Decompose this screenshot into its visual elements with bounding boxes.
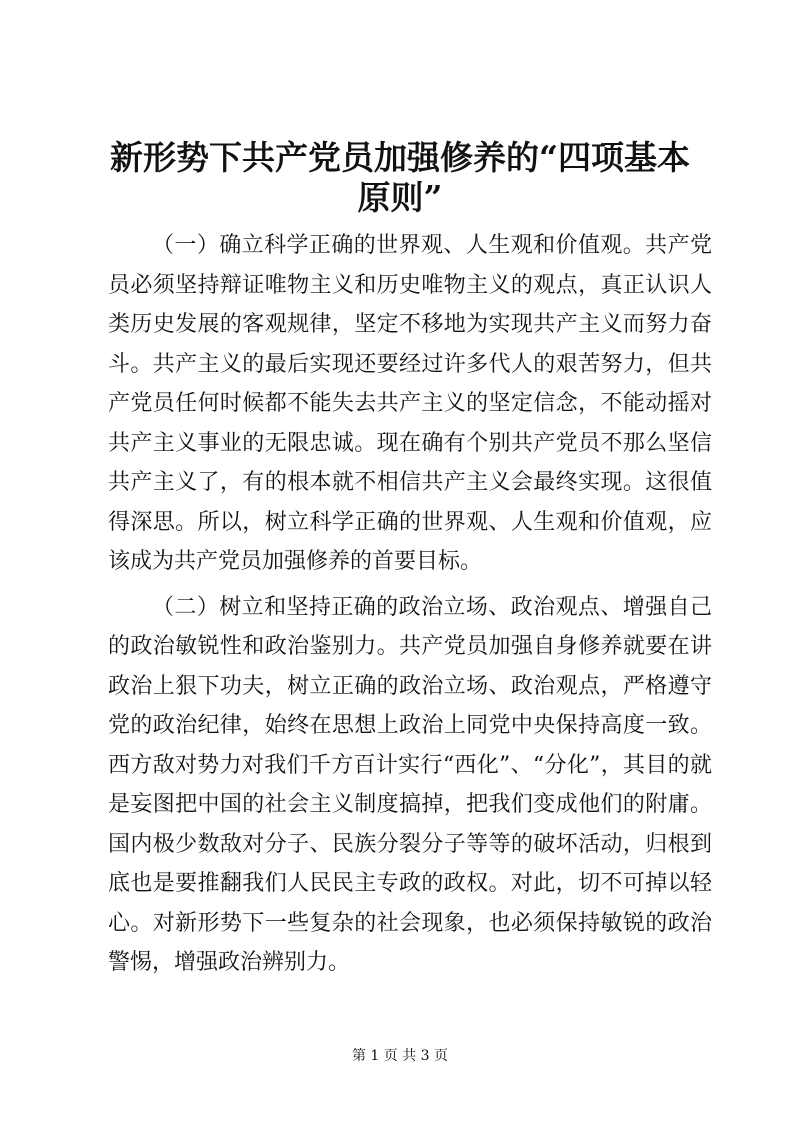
paragraph-2: （二）树立和坚持正确的政治立场、政治观点、增强自己的政治敏锐性和政治鉴别力。共产党员加强自身修养就要在讲政治上狠下功夫，树立正确的政治立场、政治观点，严格遵守党的政治纪律，始终在思想上政治上同党中央保持高度一致。西方敌对势力对我们千方百计实行“西化”、“分化”，其目的就是妄图把中国的社会主义制度搞掉，把我们变成他们的附庸。国内极少数敌对分子、民族分裂分子等等的破坏活动，归根到底也是要推翻我们人民民主专政的政权。对此，切不可掉以轻心。对新形势下一些复杂的社会现象，也必须保持敏锐的政治警惕，增强政治辨别力。 bbox=[108, 594, 712, 975]
document-title: 新形势下共产党员加强修养的“四项基本原则” bbox=[110, 138, 690, 217]
paragraph-1: （一）确立科学正确的世界观、人生观和价值观。共产党员必须坚持辩证唯物主义和历史唯物主义的观点，真正认识人类历史发展的客观规律，坚定不移地为实现共产主义而努力奋斗。共产主义的最后实现还要经过许多代人的艰苦努力，但共产党员任何时候都不能失去共产主义的坚定信念，不能动摇对共产主义事业的无限忠诚。现在确有个别共产党员不那么坚信共产主义了，有的根本就不相信共产主义会最终实现。这很值得深思。所以，树立科学正确的世界观、人生观和价值观，应该成为共产党员加强修养的首要目标。 bbox=[108, 233, 712, 574]
page-footer: 第 1 页 共 3 页 bbox=[351, 1048, 449, 1064]
document-body bbox=[108, 226, 712, 989]
